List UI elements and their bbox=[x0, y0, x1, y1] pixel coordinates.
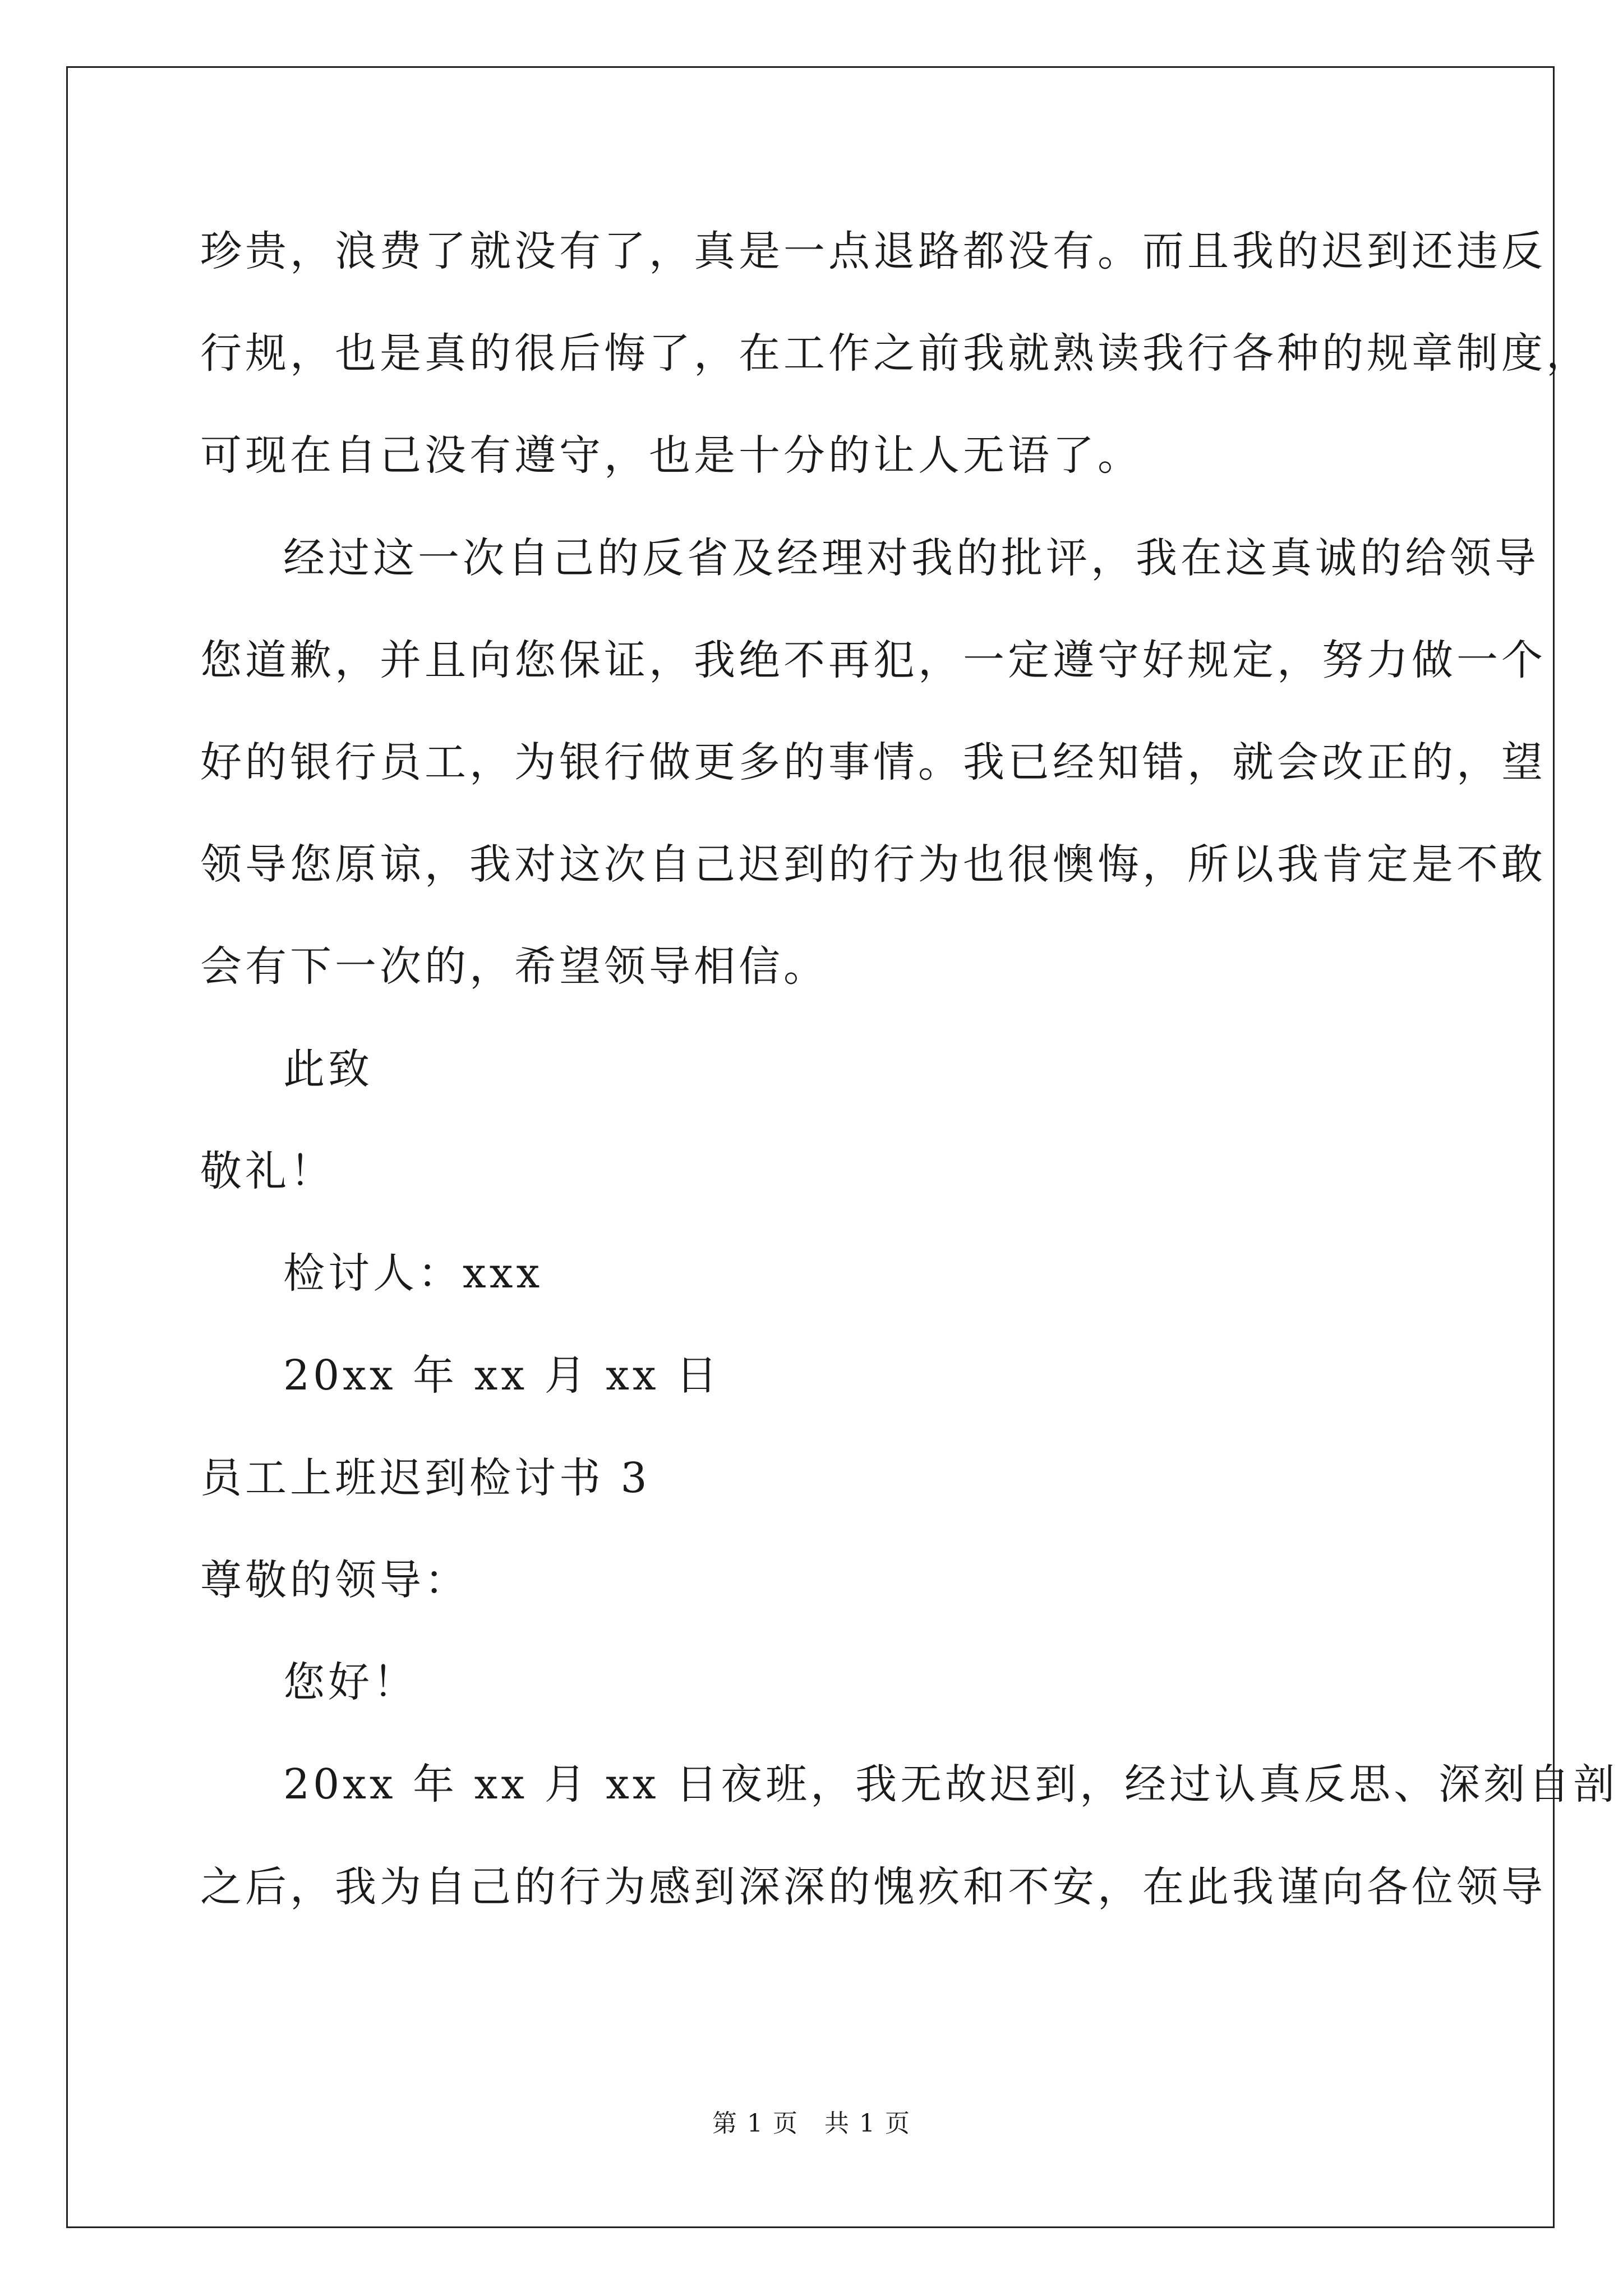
signature-name: 检讨人：xxx bbox=[283, 1249, 543, 1297]
body-line-7: 领导您原谅，我对这次自己迟到的行为也很懊悔，所以我肯定是不敢 bbox=[200, 840, 1546, 889]
body-line-6: 好的银行员工，为银行做更多的事情。我已经知错，就会改正的，望 bbox=[200, 738, 1546, 786]
body-line-3: 可现在自己没有遵守，也是十分的让人无语了。 bbox=[200, 431, 1142, 480]
body-line-9: 20xx 年 xx 月 xx 日夜班，我无故迟到，经过认真反思、深刻自剖 bbox=[283, 1760, 1619, 1809]
body-line-1: 珍贵，浪费了就没有了，真是一点退路都没有。而且我的迟到还违反 bbox=[200, 227, 1546, 275]
closing-cizhi: 此致 bbox=[283, 1045, 373, 1093]
greeting: 您好！ bbox=[283, 1658, 418, 1706]
body-line-8: 会有下一次的，希望领导相信。 bbox=[200, 942, 828, 991]
page-number-footer: 第 1 页 共 1 页 bbox=[712, 2109, 911, 2138]
section-title: 员工上班迟到检讨书 3 bbox=[200, 1454, 651, 1502]
body-line-4: 经过这一次自己的反省及经理对我的批评，我在这真诚的给领导 bbox=[283, 534, 1539, 582]
signature-date: 20xx 年 xx 月 xx 日 bbox=[283, 1351, 721, 1400]
body-line-5: 您道歉，并且向您保证，我绝不再犯，一定遵守好规定，努力做一个 bbox=[200, 636, 1546, 684]
body-line-2: 行规，也是真的很后悔了，在工作之前我就熟读我行各种的规章制度， bbox=[200, 329, 1591, 378]
salutation: 尊敬的领导： bbox=[200, 1556, 469, 1604]
closing-jingli: 敬礼！ bbox=[200, 1147, 335, 1195]
body-line-10: 之后，我为自己的行为感到深深的愧疚和不安，在此我谨向各位领导 bbox=[200, 1863, 1546, 1911]
